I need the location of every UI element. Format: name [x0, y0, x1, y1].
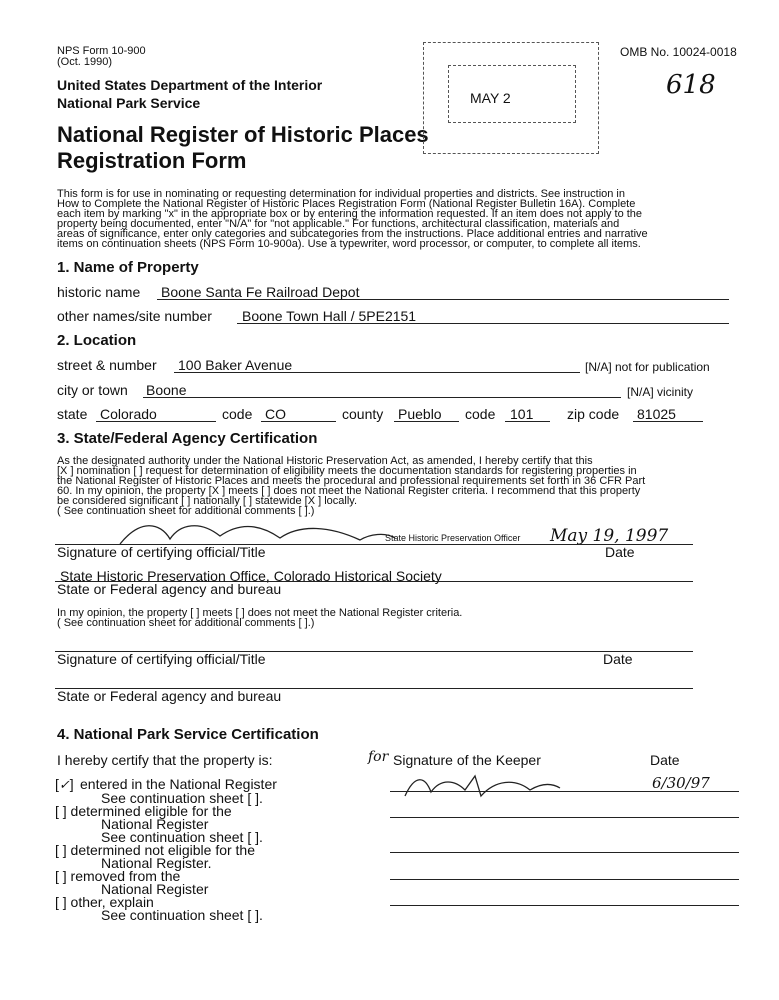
state-code-field[interactable]: CO — [265, 406, 286, 422]
keeper-signature-label: Signature of the Keeper — [393, 752, 541, 768]
opinion-text: ( See continuation sheet for additional comments [ ].) — [57, 617, 315, 629]
date-label: Date — [605, 544, 635, 560]
handwritten-date: May 19, 1997 — [550, 526, 669, 546]
state-field[interactable]: Colorado — [100, 406, 157, 422]
state-code-underline — [261, 421, 336, 422]
checkmark-icon: ✓ — [58, 778, 70, 793]
historic-name-field[interactable]: Boone Santa Fe Railroad Depot — [161, 284, 360, 300]
publication-note: [N/A] not for publication — [585, 360, 710, 374]
city-field[interactable]: Boone — [146, 382, 187, 398]
keeper-line-3 — [390, 852, 739, 853]
omb-number: OMB No. 10024-0018 — [620, 45, 737, 59]
keeper-line-5 — [390, 905, 739, 906]
keeper-line-2 — [390, 817, 739, 818]
not-eligible-option-sub: National Register. — [101, 855, 212, 871]
county-code-label: code — [465, 406, 496, 422]
certification-text: As the designated authority under the National Historic Preservation Act, as amended, I hereby certify that this — [57, 455, 593, 467]
section2-heading: 2. Location — [57, 332, 137, 349]
zip-label: zip code — [567, 406, 620, 422]
city-underline — [143, 397, 621, 398]
keeper-handwritten-date: 6/30/97 — [652, 774, 710, 792]
state-label: state — [57, 406, 88, 422]
keeper-intro: I hereby certify that the property is: — [57, 752, 273, 768]
certification-text: ( See continuation sheet for additional comments [ ].) — [57, 505, 315, 517]
opinion-text: In my opinion, the property [ ] meets [ ] does not meet the National Register criteria. — [57, 607, 463, 619]
signature-label: Signature of certifying official/Title — [57, 544, 266, 560]
department: United States Department of the Interior — [57, 77, 323, 93]
section3-heading: 3. State/Federal Agency Certification — [57, 430, 318, 447]
removed-option[interactable]: [ ] removed from the — [55, 868, 181, 884]
form-number: NPS Form 10-900 — [57, 45, 146, 57]
form-date: (Oct. 1990) — [57, 56, 113, 68]
street-underline — [174, 372, 580, 373]
state-underline — [96, 421, 216, 422]
other-option[interactable]: [ ] other, explain — [55, 894, 154, 910]
instructions-line: each item by marking "x" in the appropriate box or by entering the information requested. If an item does not apply to the — [57, 208, 643, 220]
other-names-underline — [237, 323, 729, 324]
eligible-option-sub: National Register — [101, 816, 209, 832]
continuation-sheet-3[interactable]: See continuation sheet [ ]. — [101, 907, 263, 923]
page-title: National Register of Historic Places — [57, 122, 429, 147]
zip-underline — [633, 421, 703, 422]
county-code-underline — [505, 421, 550, 422]
entered-label: entered in the National Register — [80, 776, 277, 792]
section1-heading: 1. Name of Property — [57, 259, 199, 276]
stamp-date: MAY 2 — [470, 90, 511, 106]
certification-text: the National Register of Historic Places and meets the procedural and professional requirements set forth in 36 CFR Part — [57, 475, 646, 487]
vicinity-note: [N/A] vicinity — [627, 385, 694, 399]
agency-label-2: State or Federal agency and bureau — [57, 688, 282, 704]
historic-name-label: historic name — [57, 284, 141, 300]
continuation-sheet-2[interactable]: See continuation sheet [ ]. — [101, 829, 263, 845]
signature-label-2: Signature of certifying official/Title — [57, 651, 266, 667]
not-eligible-option[interactable]: [ ] determined not eligible for the — [55, 842, 256, 858]
street-label: street & number — [57, 357, 157, 373]
state-code-label: code — [222, 406, 253, 422]
continuation-sheet-1[interactable]: See continuation sheet [ ]. — [101, 790, 263, 806]
service: National Park Service — [57, 95, 201, 111]
county-underline — [394, 421, 459, 422]
historic-name-underline — [157, 299, 729, 300]
eligible-option[interactable]: [ ] determined eligible for the — [55, 803, 232, 819]
city-label: city or town — [57, 382, 128, 398]
instructions-line: areas of significance, enter only categories and subcategories from the instructions. Place additional entries and narrative — [57, 228, 648, 240]
section4-heading: 4. National Park Service Certification — [57, 726, 319, 743]
certification-text: be considered significant [ ] nationally [ ] statewide [X ] locally. — [57, 495, 358, 507]
signer-title: State Historic Preservation Officer — [385, 533, 521, 543]
entered-checkbox[interactable]: [✓] — [55, 776, 74, 793]
other-names-field[interactable]: Boone Town Hall / 5PE2151 — [242, 308, 417, 324]
zip-field[interactable]: 81025 — [637, 406, 676, 422]
keeper-line-4 — [390, 879, 739, 880]
county-label: county — [342, 406, 384, 422]
county-code-field[interactable]: 101 — [510, 406, 534, 422]
agency-field[interactable]: State Historic Preservation Office, Colorado Historical Society — [60, 568, 442, 584]
instructions-line: This form is for use in nominating or requesting determination for individual properties and districts. See instruction in — [57, 188, 625, 200]
street-field[interactable]: 100 Baker Avenue — [178, 357, 293, 373]
keeper-signature-scrawl — [395, 770, 565, 802]
date-label-2: Date — [603, 651, 633, 667]
received-stamp-inner — [448, 65, 576, 123]
county-field[interactable]: Pueblo — [398, 406, 442, 422]
instructions-line: How to Complete the National Register of Historic Places Registration Form (National Register Bulletin 16A). Complete — [57, 198, 636, 210]
other-names-label: other names/site number — [57, 308, 212, 324]
keeper-prefix: for — [368, 749, 389, 765]
certification-text: [X ] nomination [ ] request for determination of eligibility meets the documentation standards for registering properties in — [57, 465, 637, 477]
instructions-line: property being documented, enter "N/A" for "not applicable." For functions, architectural classification, materials and — [57, 218, 620, 230]
handwritten-number: 618 — [666, 70, 716, 100]
certification-text: 60. In my opinion, the property [X ] meets [ ] does not meet the National Register criteria. I recommend that this property — [57, 485, 641, 497]
keeper-line-1 — [390, 791, 739, 792]
removed-option-sub: National Register — [101, 881, 209, 897]
page-subtitle: Registration Form — [57, 148, 247, 173]
instructions-line: items on continuation sheets (NPS Form 10-900a). Use a typewriter, word processor, or computer, to complete all items. — [57, 238, 641, 250]
agency-label: State or Federal agency and bureau — [57, 581, 282, 597]
keeper-date-label: Date — [650, 752, 680, 768]
